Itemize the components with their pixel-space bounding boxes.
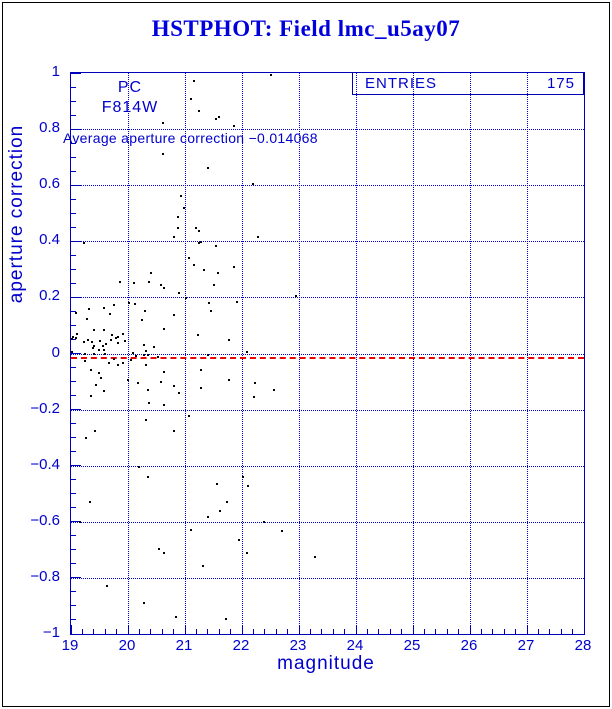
tick-mark xyxy=(424,629,425,634)
tick-mark xyxy=(390,629,391,634)
tick-mark xyxy=(207,629,208,634)
data-point xyxy=(98,372,100,374)
data-point xyxy=(173,314,175,316)
tick-mark xyxy=(71,535,76,536)
y-tick-label: −0.6 xyxy=(30,511,60,529)
data-point xyxy=(202,565,204,567)
data-point xyxy=(263,521,265,523)
y-tick-label: −0.8 xyxy=(30,567,60,585)
data-point xyxy=(253,396,255,398)
tick-mark xyxy=(71,283,76,284)
y-tick-label: −0.2 xyxy=(30,399,60,417)
y-tick-label: 0.2 xyxy=(39,287,60,305)
x-tick-label: 26 xyxy=(460,637,478,654)
data-point xyxy=(162,122,164,124)
tick-mark xyxy=(356,625,357,634)
tick-mark xyxy=(492,629,493,634)
data-point xyxy=(127,379,129,381)
data-point xyxy=(148,281,150,283)
tick-mark xyxy=(116,629,117,634)
data-point xyxy=(76,333,78,335)
tick-mark xyxy=(242,625,243,634)
data-point xyxy=(111,334,113,336)
data-point xyxy=(163,287,165,289)
gridline-horizontal xyxy=(71,410,584,411)
plot-area xyxy=(70,72,585,635)
tick-mark xyxy=(71,101,76,102)
tick-mark xyxy=(185,625,186,634)
tick-mark xyxy=(150,629,151,634)
data-point xyxy=(89,501,91,503)
tick-mark xyxy=(71,605,76,606)
data-point xyxy=(134,303,136,305)
tick-mark xyxy=(481,629,482,634)
tick-mark xyxy=(264,629,265,634)
data-point xyxy=(185,297,187,299)
tick-mark xyxy=(71,423,76,424)
data-point xyxy=(103,307,105,309)
data-point xyxy=(117,336,119,338)
tick-mark xyxy=(93,629,94,634)
tick-mark xyxy=(162,629,163,634)
tick-mark xyxy=(71,507,76,508)
data-point xyxy=(215,118,217,120)
data-point xyxy=(83,242,85,244)
data-point xyxy=(95,384,97,386)
data-point xyxy=(108,362,110,364)
data-point xyxy=(233,266,235,268)
y-tick-label: 0.4 xyxy=(39,231,60,249)
x-tick-label: 28 xyxy=(574,637,592,654)
entries-legend-box xyxy=(352,72,584,95)
data-point xyxy=(93,353,95,355)
data-point xyxy=(200,387,202,389)
entries-label: ENTRIES xyxy=(365,75,438,92)
y-tick-label: −1 xyxy=(42,624,60,641)
data-point xyxy=(208,302,210,304)
data-point xyxy=(190,98,192,100)
data-point xyxy=(83,341,85,343)
data-point xyxy=(109,313,111,315)
data-point xyxy=(200,241,202,243)
data-point xyxy=(157,356,159,358)
data-point xyxy=(193,264,195,266)
data-point xyxy=(86,318,88,320)
tick-mark xyxy=(71,479,76,480)
data-point xyxy=(113,358,115,360)
data-point xyxy=(75,312,77,314)
tick-mark xyxy=(71,353,81,354)
tick-mark xyxy=(276,629,277,634)
data-point xyxy=(188,257,190,259)
data-point xyxy=(252,183,254,185)
data-point xyxy=(198,242,200,244)
gridline-horizontal xyxy=(71,297,584,298)
data-point xyxy=(133,282,135,284)
data-point xyxy=(85,437,87,439)
page-title: HSTPHOT: Field lmc_u5ay07 xyxy=(151,16,461,41)
gridline-horizontal xyxy=(71,578,584,579)
data-point xyxy=(238,539,240,541)
tick-mark xyxy=(458,629,459,634)
data-point xyxy=(203,269,205,271)
x-tick-label: 22 xyxy=(232,637,250,654)
data-point xyxy=(270,74,272,76)
x-tick-label: 21 xyxy=(175,637,193,654)
tick-mark xyxy=(71,437,76,438)
tick-mark xyxy=(470,625,471,634)
data-point xyxy=(207,354,209,356)
camera-label: PC xyxy=(117,79,143,96)
data-point xyxy=(143,354,145,356)
data-point xyxy=(71,351,73,353)
tick-mark xyxy=(71,185,81,186)
data-point xyxy=(218,116,220,118)
y-tick-label: 1 xyxy=(51,63,60,80)
tick-mark xyxy=(71,409,81,410)
tick-mark xyxy=(413,625,414,634)
data-point xyxy=(147,476,149,478)
tick-mark xyxy=(71,297,81,298)
gridline-horizontal xyxy=(71,241,584,242)
data-point xyxy=(90,395,92,397)
tick-mark xyxy=(71,634,81,635)
tick-mark xyxy=(287,629,288,634)
data-point xyxy=(143,602,145,604)
data-point xyxy=(215,245,217,247)
data-point xyxy=(281,530,283,532)
data-point xyxy=(175,616,177,618)
x-tick-label: 20 xyxy=(118,637,136,654)
data-point xyxy=(242,476,244,478)
data-point xyxy=(90,369,92,371)
tick-mark xyxy=(71,199,76,200)
data-point xyxy=(94,430,96,432)
data-point xyxy=(92,347,94,349)
data-point xyxy=(178,292,180,294)
tick-mark xyxy=(378,629,379,634)
data-point xyxy=(226,501,228,503)
tick-mark xyxy=(515,629,516,634)
data-point xyxy=(254,382,256,384)
tick-mark xyxy=(447,629,448,634)
data-point xyxy=(177,216,179,218)
data-point xyxy=(119,281,121,283)
tick-mark xyxy=(139,629,140,634)
data-point xyxy=(160,381,162,383)
filter-label: F814W xyxy=(101,99,159,116)
data-point xyxy=(228,339,230,341)
data-point xyxy=(178,392,180,394)
data-point xyxy=(75,337,77,339)
data-point xyxy=(91,341,93,343)
tick-mark xyxy=(538,629,539,634)
tick-mark xyxy=(367,629,368,634)
data-point xyxy=(100,377,102,379)
data-point xyxy=(132,352,134,354)
data-point xyxy=(113,304,115,306)
data-point xyxy=(198,110,200,112)
data-point xyxy=(84,353,86,355)
tick-mark xyxy=(527,625,528,634)
tick-mark xyxy=(71,87,76,88)
data-point xyxy=(124,340,126,342)
data-point xyxy=(207,516,209,518)
gridline-horizontal xyxy=(71,466,584,467)
data-point xyxy=(180,195,182,197)
tick-mark xyxy=(71,577,81,578)
data-point xyxy=(130,359,132,361)
data-point xyxy=(210,310,212,312)
tick-mark xyxy=(71,157,76,158)
data-point xyxy=(193,80,195,82)
tick-mark xyxy=(504,629,505,634)
tick-mark xyxy=(572,629,573,634)
data-point xyxy=(207,167,209,169)
tick-mark xyxy=(71,451,76,452)
tick-mark xyxy=(196,629,197,634)
data-point xyxy=(173,385,175,387)
data-point xyxy=(233,125,235,127)
data-point xyxy=(257,236,259,238)
tick-mark xyxy=(71,325,76,326)
tick-mark xyxy=(310,629,311,634)
data-point xyxy=(79,521,81,523)
data-point xyxy=(105,343,107,345)
data-point xyxy=(177,227,179,229)
data-point xyxy=(246,552,248,554)
tick-mark xyxy=(105,629,106,634)
data-point xyxy=(103,390,105,392)
data-point xyxy=(163,328,165,330)
data-point xyxy=(217,272,219,274)
y-tick-label: −0.4 xyxy=(30,455,60,473)
data-point xyxy=(219,510,221,512)
data-point xyxy=(102,345,104,347)
tick-mark xyxy=(401,629,402,634)
tick-mark xyxy=(321,629,322,634)
tick-mark xyxy=(344,629,345,634)
data-point xyxy=(84,360,86,362)
tick-mark xyxy=(561,629,562,634)
data-point xyxy=(247,485,249,487)
data-point xyxy=(141,319,143,321)
x-tick-label: 23 xyxy=(289,637,307,654)
data-point xyxy=(160,284,162,286)
data-point xyxy=(314,556,316,558)
data-point xyxy=(106,585,108,587)
tick-mark xyxy=(71,73,81,74)
data-point xyxy=(103,329,105,331)
data-point xyxy=(163,371,165,373)
data-point xyxy=(197,334,199,336)
average-correction-text: Average aperture correction −0.014068 xyxy=(63,130,318,146)
data-point xyxy=(93,329,95,331)
tick-mark xyxy=(253,629,254,634)
data-point xyxy=(162,153,164,155)
tick-mark xyxy=(299,625,300,634)
tick-mark xyxy=(71,563,76,564)
tick-mark xyxy=(82,629,83,634)
data-point xyxy=(190,529,192,531)
average-correction-line xyxy=(71,357,584,359)
data-point xyxy=(213,284,215,286)
tick-mark xyxy=(173,629,174,634)
data-point xyxy=(122,333,124,335)
y-axis-title: aperture correction xyxy=(6,124,27,304)
data-point xyxy=(98,349,100,351)
data-point xyxy=(198,230,200,232)
data-point xyxy=(147,389,149,391)
data-point xyxy=(71,338,73,340)
data-point xyxy=(147,354,149,356)
data-point xyxy=(200,369,202,371)
gridline-horizontal xyxy=(71,185,584,186)
x-tick-label: 19 xyxy=(61,637,79,654)
tick-mark xyxy=(71,395,76,396)
data-point xyxy=(236,301,238,303)
data-point xyxy=(143,344,145,346)
tick-mark xyxy=(128,625,129,634)
tick-mark xyxy=(71,381,76,382)
tick-mark xyxy=(71,115,76,116)
data-point xyxy=(110,339,112,341)
data-point xyxy=(173,236,175,238)
data-point xyxy=(148,402,150,404)
tick-mark xyxy=(435,629,436,634)
entries-value: 175 xyxy=(546,75,575,92)
data-point xyxy=(273,389,275,391)
tick-mark xyxy=(219,629,220,634)
tick-mark xyxy=(584,625,585,634)
data-point xyxy=(246,351,248,353)
tick-mark xyxy=(71,255,76,256)
data-point xyxy=(104,353,106,355)
tick-mark xyxy=(71,367,76,368)
data-point xyxy=(216,483,218,485)
tick-mark xyxy=(230,629,231,634)
tick-mark xyxy=(71,241,81,242)
data-point xyxy=(137,382,139,384)
data-point xyxy=(183,207,185,209)
tick-mark xyxy=(333,629,334,634)
data-point xyxy=(158,548,160,550)
tick-mark xyxy=(71,227,76,228)
tick-mark xyxy=(71,465,81,466)
x-tick-label: 27 xyxy=(517,637,535,654)
x-tick-label: 24 xyxy=(346,637,364,654)
data-point xyxy=(87,339,89,341)
data-point xyxy=(88,308,90,310)
data-point xyxy=(145,350,147,352)
data-point xyxy=(138,466,140,468)
data-point xyxy=(195,227,197,229)
data-point xyxy=(163,552,165,554)
data-point xyxy=(99,340,101,342)
data-point xyxy=(228,379,230,381)
tick-mark xyxy=(71,549,76,550)
tick-mark xyxy=(71,171,76,172)
data-point xyxy=(128,302,130,304)
tick-mark xyxy=(71,619,76,620)
x-axis-title: magnitude xyxy=(277,653,375,674)
x-tick-label: 25 xyxy=(403,637,421,654)
data-point xyxy=(144,310,146,312)
data-point xyxy=(225,618,227,620)
data-point xyxy=(188,415,190,417)
data-point xyxy=(122,362,124,364)
data-point xyxy=(153,346,155,348)
gridline-horizontal xyxy=(71,522,584,523)
tick-mark xyxy=(71,269,76,270)
tick-mark xyxy=(71,213,76,214)
tick-mark xyxy=(549,629,550,634)
tick-mark xyxy=(71,493,76,494)
tick-mark xyxy=(71,591,76,592)
data-point xyxy=(103,349,105,351)
data-point xyxy=(163,404,165,406)
data-point xyxy=(135,355,137,357)
data-point xyxy=(117,364,119,366)
data-point xyxy=(145,364,147,366)
data-point xyxy=(117,342,119,344)
data-point xyxy=(295,295,297,297)
data-point xyxy=(173,430,175,432)
y-tick-label: 0 xyxy=(51,343,60,361)
data-point xyxy=(150,272,152,274)
data-point xyxy=(145,419,147,421)
y-tick-label: 0.8 xyxy=(39,119,60,137)
y-tick-label: 0.6 xyxy=(39,175,60,193)
